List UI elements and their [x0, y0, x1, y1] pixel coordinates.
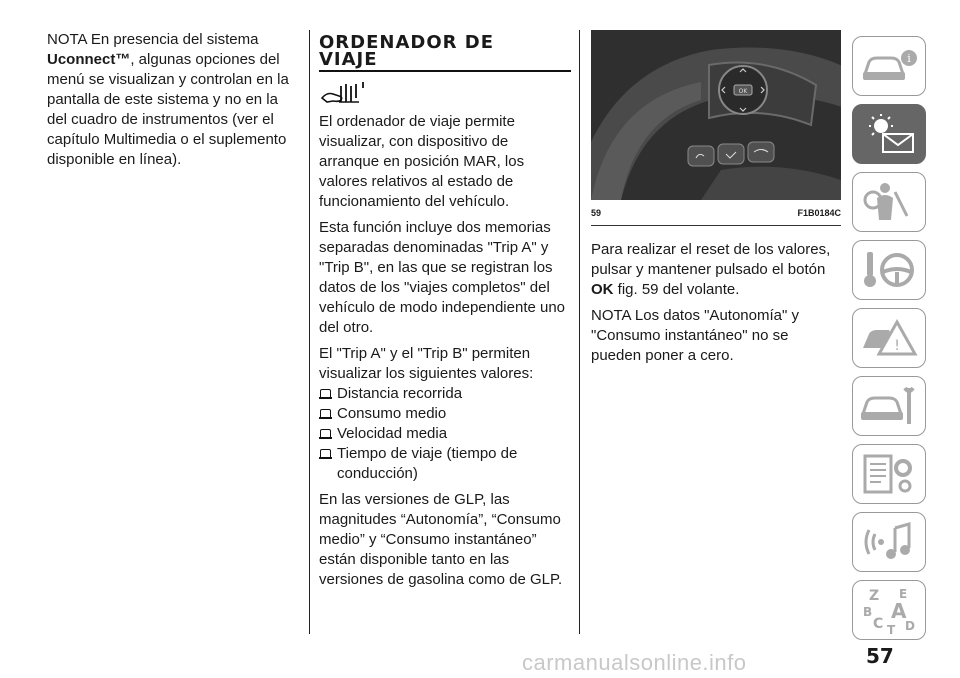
svg-text:i: i [907, 52, 911, 65]
emergency-hazard-icon [859, 316, 919, 360]
svg-text:!: ! [894, 338, 900, 354]
trip-computer-column [319, 30, 571, 596]
paragraph-reset: Para realizar el reset de los valores, pulsar y mantener pulsado el botón OK fig. 59 del volante. [591, 241, 831, 298]
svg-text:E: E [899, 587, 908, 601]
list-item: Velocidad media [319, 424, 571, 444]
svg-text:C: C [873, 616, 884, 632]
note-column [47, 30, 295, 176]
safety-airbag-icon [859, 180, 919, 224]
list-item: Distancia recorrida [319, 384, 571, 404]
key-steering-wheel-icon [859, 248, 919, 292]
page-number: 57 [866, 644, 894, 668]
column-divider [579, 30, 580, 634]
bullet-icon [320, 449, 331, 458]
bullet-icon [320, 389, 331, 398]
title-line-1: ORDENADOR DE [319, 32, 495, 53]
figure-column [591, 30, 841, 372]
svg-text:B: B [863, 605, 873, 619]
svg-text:T: T [887, 623, 896, 636]
tab-technical-data[interactable] [852, 444, 926, 504]
alphabetical-index-icon [859, 584, 919, 636]
chapter-tabs [852, 36, 928, 648]
tab-starting[interactable] [852, 240, 926, 300]
bullet-icon [320, 409, 331, 418]
tab-maintenance[interactable] [852, 376, 926, 436]
section-title [319, 30, 571, 68]
multimedia-icon [859, 520, 919, 564]
tab-emergency[interactable] [852, 308, 926, 368]
column-divider [309, 30, 310, 634]
svg-text:D: D [905, 619, 915, 633]
paragraph-glp: En las versiones de GLP, las magnitudes “Autonomía”, “Consumo medio” y “Consumo instantáneo” están disponible tanto en las versiones de gasolina como de GLP. [319, 491, 563, 588]
svg-text:A: A [891, 599, 907, 623]
values-list [319, 384, 571, 484]
paragraph-intro: El ordenador de viaje permite visualizar, con dispositivo de arranque en posición MAR, los valores relativos al estado de funcionamiento del vehículo. [319, 113, 525, 210]
tab-warning-lights[interactable] [852, 104, 926, 164]
technical-data-icon [859, 452, 919, 496]
list-item: Tiempo de viaje (tiempo de conducción) [319, 444, 571, 484]
tab-multimedia[interactable] [852, 512, 926, 572]
car-maintenance-icon [859, 384, 919, 428]
bullet-icon [320, 429, 331, 438]
car-info-icon [859, 46, 919, 86]
note-prefix: NOTA En presencia del sistema [47, 31, 259, 48]
uconnect-note [47, 30, 295, 170]
svg-text:Z: Z [869, 588, 880, 604]
ok-label: OK [591, 281, 614, 298]
figure-caption [591, 200, 841, 225]
tab-index[interactable] [852, 580, 926, 640]
title-rule [319, 70, 571, 72]
brand-name: Uconnect™ [47, 51, 131, 68]
title-line-2: VIAJE [319, 49, 378, 70]
figure-number: 59 [591, 208, 602, 218]
note-text: , algunas opciones del menú se visualizan y controlan en la pantalla de este sistema y no en la del cuadro de instrumentos (ver el capítulo Multimedia o el suplemento disponible en línea). [47, 51, 289, 168]
steering-wheel-figure [591, 30, 841, 200]
paragraph-memories: Esta función incluye dos memorias separadas denominadas "Trip A" y "Trip B", en las que se registran los datos de los "viajes completos" del vehículo de modo independiente uno del otro. [319, 219, 566, 336]
warning-lights-message-icon [859, 112, 919, 156]
watermark: carmanualsonline.info [522, 650, 747, 675]
tab-car-info[interactable] [852, 36, 926, 96]
ok-button-label: OK [738, 88, 748, 95]
hand-pointer-icon [319, 80, 571, 106]
figure-rule [591, 225, 841, 226]
figure-code: F1B0184C [797, 208, 841, 218]
paragraph-note: NOTA Los datos "Autonomía" y "Consumo instantáneo" no se pueden poner a cero. [591, 307, 799, 364]
tab-safety[interactable] [852, 172, 926, 232]
list-item: Consumo medio [319, 404, 571, 424]
paragraph-values: El "Trip A" y el "Trip B" permiten visualizar los siguientes valores: [319, 345, 534, 382]
